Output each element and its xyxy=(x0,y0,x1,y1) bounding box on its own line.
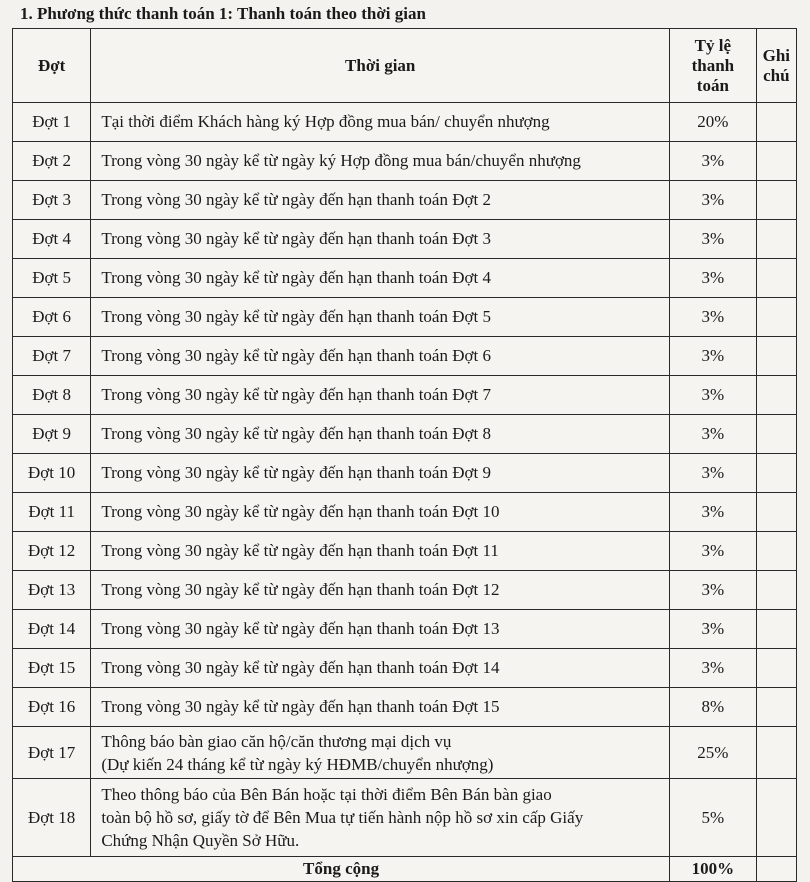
cell-dot: Đợt 6 xyxy=(13,298,91,337)
cell-note xyxy=(756,727,796,779)
total-note xyxy=(756,857,796,882)
cell-dot: Đợt 10 xyxy=(13,454,91,493)
cell-rate: 3% xyxy=(670,337,756,376)
cell-dot: Đợt 13 xyxy=(13,571,91,610)
cell-note xyxy=(756,610,796,649)
cell-time: Trong vòng 30 ngày kể từ ngày đến hạn thanh toán Đợt 3 xyxy=(91,220,670,259)
cell-note xyxy=(756,298,796,337)
cell-rate: 3% xyxy=(670,415,756,454)
cell-time xyxy=(91,727,670,779)
total-row xyxy=(13,857,797,882)
table-row xyxy=(13,779,797,857)
table-body xyxy=(13,103,797,882)
header-note-line-1: Ghi xyxy=(762,45,790,65)
cell-note xyxy=(756,220,796,259)
cell-note xyxy=(756,142,796,181)
cell-rate: 20% xyxy=(670,103,756,142)
table-row xyxy=(13,649,797,688)
cell-time: Tại thời điểm Khách hàng ký Hợp đồng mua bán/ chuyển nhượng xyxy=(91,103,670,142)
cell-time xyxy=(91,779,670,857)
cell-time: Trong vòng 30 ngày kể từ ngày đến hạn thanh toán Đợt 7 xyxy=(91,376,670,415)
cell-note xyxy=(756,103,796,142)
table-row xyxy=(13,337,797,376)
cell-note xyxy=(756,181,796,220)
cell-time: Trong vòng 30 ngày kể từ ngày đến hạn thanh toán Đợt 11 xyxy=(91,532,670,571)
cell-dot: Đợt 7 xyxy=(13,337,91,376)
cell-rate: 3% xyxy=(670,376,756,415)
table-row xyxy=(13,610,797,649)
cell-time-line: toàn bộ hồ sơ, giấy tờ để Bên Mua tự tiến hành nộp hồ sơ xin cấp Giấy xyxy=(101,808,584,827)
cell-time: Trong vòng 30 ngày kể từ ngày đến hạn thanh toán Đợt 9 xyxy=(91,454,670,493)
cell-time: Trong vòng 30 ngày kể từ ngày đến hạn thanh toán Đợt 12 xyxy=(91,571,670,610)
cell-time-line: Theo thông báo của Bên Bán hoặc tại thời điểm Bên Bán bàn giao xyxy=(101,785,552,804)
cell-rate: 5% xyxy=(670,779,756,857)
total-rate: 100% xyxy=(670,857,756,882)
payment-schedule-table xyxy=(12,28,797,882)
cell-dot: Đợt 1 xyxy=(13,103,91,142)
table-row xyxy=(13,220,797,259)
cell-time: Trong vòng 30 ngày kể từ ngày đến hạn thanh toán Đợt 14 xyxy=(91,649,670,688)
header-rate-line-2: thanh xyxy=(691,55,735,75)
cell-dot: Đợt 14 xyxy=(13,610,91,649)
header-note-line-2: chú xyxy=(763,65,790,85)
cell-note xyxy=(756,415,796,454)
total-label: Tổng cộng xyxy=(13,857,670,882)
cell-rate: 3% xyxy=(670,220,756,259)
cell-dot: Đợt 3 xyxy=(13,181,91,220)
table-row xyxy=(13,376,797,415)
cell-note xyxy=(756,259,796,298)
cell-dot: Đợt 12 xyxy=(13,532,91,571)
cell-note xyxy=(756,688,796,727)
cell-time: Trong vòng 30 ngày kể từ ngày ký Hợp đồng mua bán/chuyển nhượng xyxy=(91,142,670,181)
cell-rate: 3% xyxy=(670,142,756,181)
table-row xyxy=(13,259,797,298)
table-row xyxy=(13,415,797,454)
cell-rate: 3% xyxy=(670,571,756,610)
cell-time: Trong vòng 30 ngày kể từ ngày đến hạn thanh toán Đợt 8 xyxy=(91,415,670,454)
cell-dot: Đợt 18 xyxy=(13,779,91,857)
cell-dot: Đợt 8 xyxy=(13,376,91,415)
header-dot: Đợt xyxy=(13,29,91,103)
cell-note xyxy=(756,649,796,688)
cell-time: Trong vòng 30 ngày kể từ ngày đến hạn thanh toán Đợt 13 xyxy=(91,610,670,649)
cell-time-line: (Dự kiến 24 tháng kể từ ngày ký HĐMB/chuyển nhượng) xyxy=(101,754,494,774)
cell-note xyxy=(756,571,796,610)
table-row xyxy=(13,688,797,727)
cell-time: Trong vòng 30 ngày kể từ ngày đến hạn thanh toán Đợt 5 xyxy=(91,298,670,337)
cell-dot: Đợt 17 xyxy=(13,727,91,779)
cell-dot: Đợt 9 xyxy=(13,415,91,454)
table-row xyxy=(13,298,797,337)
table-row xyxy=(13,454,797,493)
cell-time-line: Chứng Nhận Quyền Sở Hữu. xyxy=(101,831,300,850)
cell-note xyxy=(756,376,796,415)
table-row xyxy=(13,103,797,142)
header-rate-line-1: Tỷ lệ xyxy=(694,35,732,55)
cell-rate: 3% xyxy=(670,649,756,688)
table-header-row xyxy=(13,29,797,103)
cell-dot: Đợt 11 xyxy=(13,493,91,532)
table-row xyxy=(13,493,797,532)
header-note xyxy=(756,29,796,103)
table-row xyxy=(13,142,797,181)
section-heading: 1. Phương thức thanh toán 1: Thanh toán theo thời gian xyxy=(20,4,426,23)
cell-rate: 8% xyxy=(670,688,756,727)
cell-rate: 3% xyxy=(670,610,756,649)
cell-rate: 3% xyxy=(670,181,756,220)
cell-dot: Đợt 4 xyxy=(13,220,91,259)
cell-time: Trong vòng 30 ngày kể từ ngày đến hạn thanh toán Đợt 2 xyxy=(91,181,670,220)
cell-note xyxy=(756,493,796,532)
cell-note xyxy=(756,779,796,857)
cell-time: Trong vòng 30 ngày kể từ ngày đến hạn thanh toán Đợt 6 xyxy=(91,337,670,376)
header-rate-line-3: toán xyxy=(696,75,729,95)
header-time: Thời gian xyxy=(91,29,670,103)
table-row xyxy=(13,571,797,610)
cell-rate: 3% xyxy=(670,493,756,532)
table-row xyxy=(13,727,797,779)
cell-rate: 3% xyxy=(670,454,756,493)
cell-dot: Đợt 5 xyxy=(13,259,91,298)
cell-note xyxy=(756,532,796,571)
header-rate xyxy=(670,29,756,103)
table-row xyxy=(13,532,797,571)
cell-time: Trong vòng 30 ngày kể từ ngày đến hạn thanh toán Đợt 4 xyxy=(91,259,670,298)
cell-rate: 3% xyxy=(670,298,756,337)
cell-dot: Đợt 16 xyxy=(13,688,91,727)
cell-note xyxy=(756,337,796,376)
cell-time: Trong vòng 30 ngày kể từ ngày đến hạn thanh toán Đợt 15 xyxy=(91,688,670,727)
cell-dot: Đợt 2 xyxy=(13,142,91,181)
cell-rate: 25% xyxy=(670,727,756,779)
cell-rate: 3% xyxy=(670,259,756,298)
cell-time: Trong vòng 30 ngày kể từ ngày đến hạn thanh toán Đợt 10 xyxy=(91,493,670,532)
cell-time-line: Thông báo bàn giao căn hộ/căn thương mại dịch vụ xyxy=(101,731,452,751)
cell-note xyxy=(756,454,796,493)
table-row xyxy=(13,181,797,220)
cell-rate: 3% xyxy=(670,532,756,571)
cell-dot: Đợt 15 xyxy=(13,649,91,688)
